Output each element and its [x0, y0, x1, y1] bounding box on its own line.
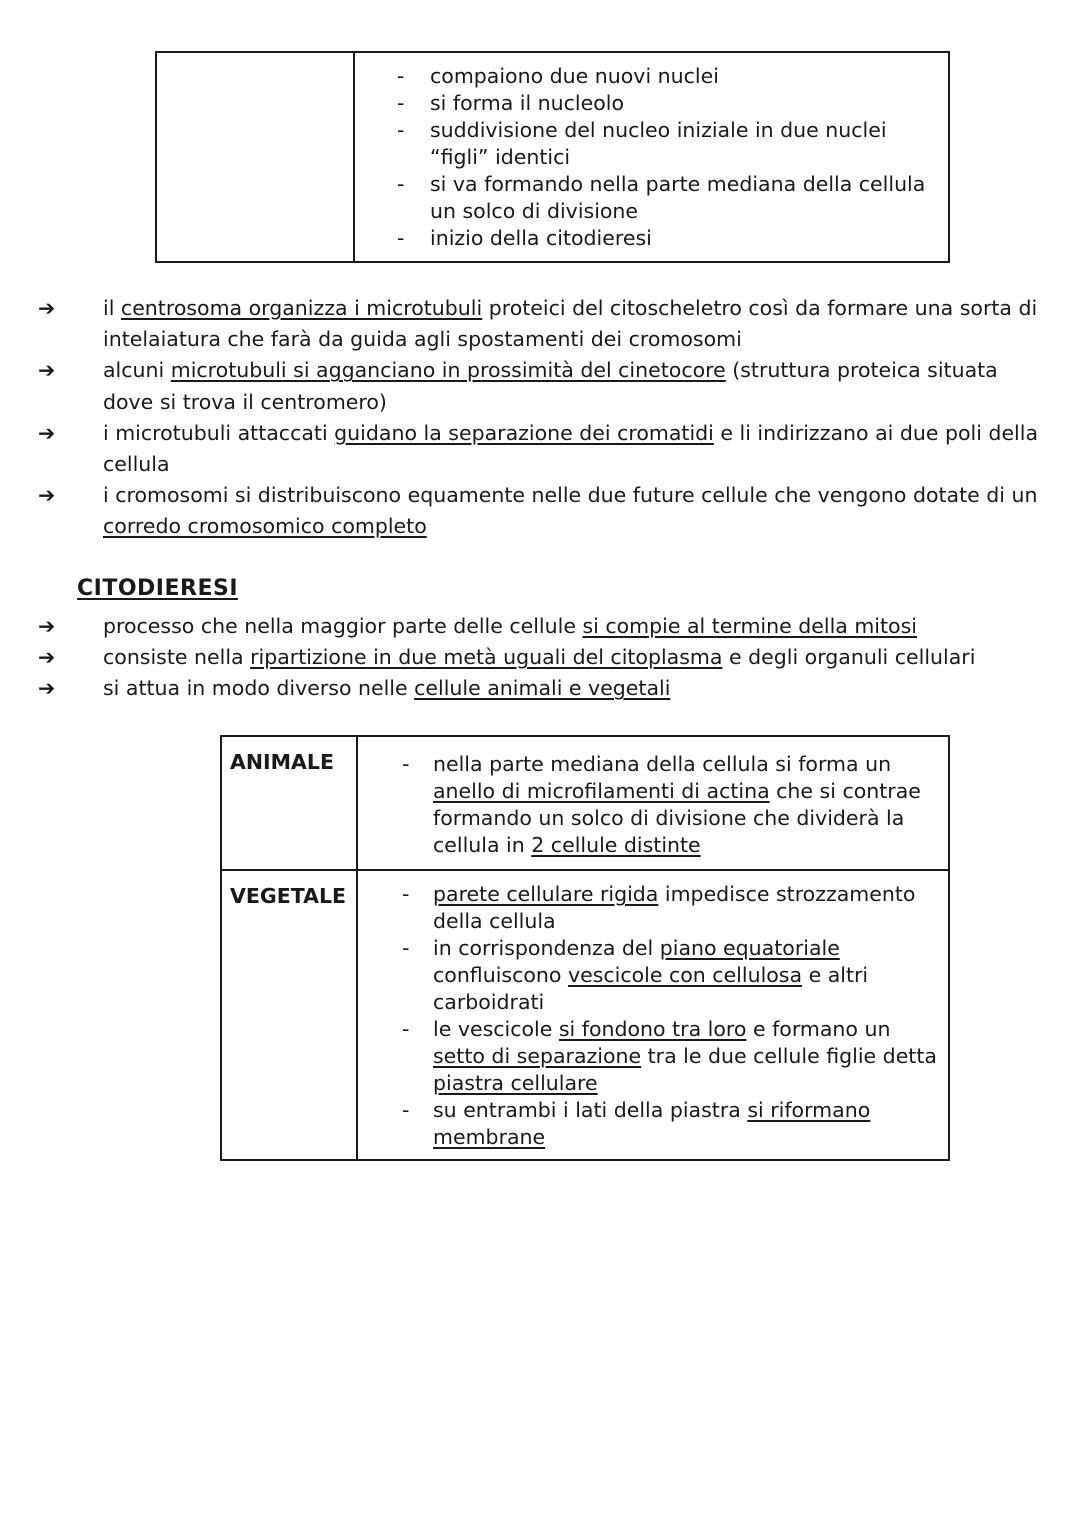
- bullet-item: ➔ alcuni microtubuli si agganciano in prossimità del cinetocore (struttura proteica situata dove si trova il centromero): [0, 355, 1043, 417]
- list-item: - le vescicole si fondono tra loro e formano un setto di separazione tra le due cellule figlie detta piastra cellulare: [358, 1016, 948, 1097]
- list-item: - in corrispondenza del piano equatoriale confluiscono vescicole con cellulosa e altri carboidrati: [358, 935, 948, 1016]
- citodieresi-table: [220, 735, 950, 1161]
- bullet-item: ➔ il centrosoma organizza i microtubuli proteici del citoscheletro così da formare una sorta di intelaiatura che farà da guida agli spostamenti dei cromosomi: [0, 293, 1043, 355]
- arrow-icon: ➔: [38, 614, 56, 638]
- arrow-icon: ➔: [38, 483, 56, 508]
- row-content: [357, 870, 949, 1160]
- arrow-icon: ➔: [38, 358, 56, 383]
- table-row-animale: [221, 736, 949, 870]
- list-item: - parete cellulare rigida impedisce strozzamento della cellula: [358, 881, 948, 935]
- bullet-item: ➔ i cromosomi si distribuiscono equamente nelle due future cellule che vengono dotate di un corredo cromosomico completo: [0, 480, 1043, 542]
- phase-description-cell: [354, 52, 949, 262]
- row-label: VEGETALE: [221, 870, 357, 1160]
- phase-table-continued: [155, 51, 950, 263]
- phase-description-list: [355, 63, 948, 252]
- content-list: [358, 881, 948, 1151]
- arrow-icon: ➔: [38, 645, 56, 670]
- content-list: [358, 751, 948, 859]
- citodieresi-notes: [0, 611, 1043, 705]
- phase-name-cell: [156, 52, 354, 262]
- list-item: - suddivisione del nucleo iniziale in due nuclei “figli” identici: [355, 117, 948, 171]
- list-item: - si va formando nella parte mediana della cellula un solco di divisione: [355, 171, 948, 225]
- section-heading: CITODIERESI: [77, 576, 239, 601]
- arrow-icon: ➔: [38, 676, 56, 701]
- bullet-item: ➔ si attua in modo diverso nelle cellule animali e vegetali: [0, 673, 1043, 704]
- bullet-item: ➔ consiste nella ripartizione in due metà uguali del citoplasma e degli organuli cellulari: [0, 642, 1043, 673]
- row-content: [357, 736, 949, 870]
- bullet-item: ➔ i microtubuli attaccati guidano la separazione dei cromatidi e li indirizzano ai due poli della cellula: [0, 418, 1043, 480]
- bullet-item: ➔ processo che nella maggior parte delle cellule si compie al termine della mitosi: [0, 611, 1043, 642]
- list-item: - nella parte mediana della cellula si forma un anello di microfilamenti di actina che si contrae formando un solco di divisione che dividerà la cellula in 2 cellule distinte: [358, 751, 948, 859]
- arrow-icon: ➔: [38, 420, 56, 445]
- list-item: - su entrambi i lati della piastra si riformano membrane: [358, 1097, 948, 1151]
- arrow-icon: ➔: [38, 296, 56, 320]
- microtubule-notes: [0, 293, 1043, 543]
- table-row-vegetale: [221, 870, 949, 1160]
- list-item: - si forma il nucleolo: [355, 90, 948, 117]
- row-label: ANIMALE: [221, 736, 357, 870]
- list-item: - compaiono due nuovi nuclei: [355, 63, 948, 90]
- list-item: - inizio della citodieresi: [355, 225, 948, 252]
